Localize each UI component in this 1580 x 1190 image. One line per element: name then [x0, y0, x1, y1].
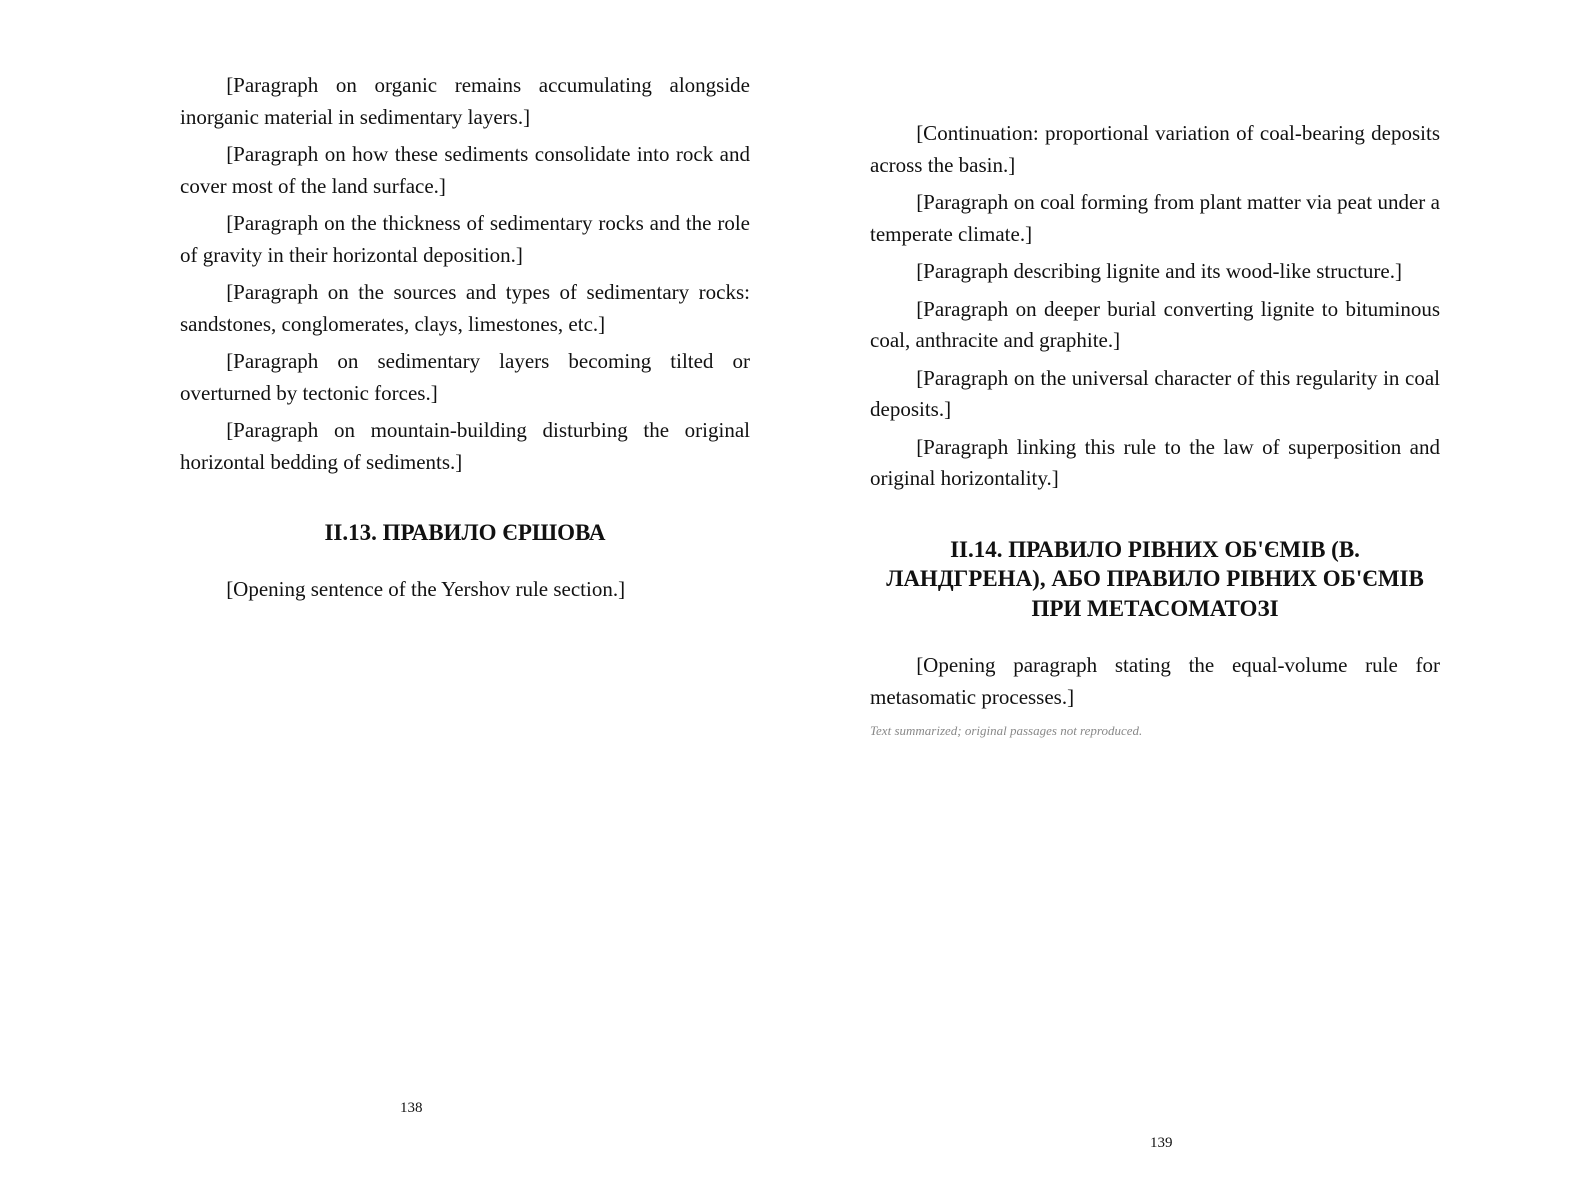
paragraph: [Paragraph on the sources and types of sedimentary rocks: sandstones, conglomerates, clays, limestones, etc.]	[180, 280, 750, 336]
right-after-heading: [Opening paragraph stating the equal-volume rule for metasomatic processes.]	[870, 653, 1440, 709]
left-after-heading: [Opening sentence of the Yershov rule section.]	[226, 576, 626, 601]
paragraph: [Paragraph on coal forming from plant matter via peat under a temperate climate.]	[870, 190, 1440, 246]
paragraph: [Continuation: proportional variation of coal-bearing deposits across the basin.]	[870, 121, 1440, 177]
placeholder-note: Text summarized; original passages not reproduced.	[870, 723, 1143, 739]
paragraph: [Paragraph on organic remains accumulating alongside inorganic material in sedimentary layers.]	[180, 73, 750, 129]
left-paragraphs	[180, 70, 750, 478]
left-folio: 138	[400, 1100, 423, 1116]
paragraph: [Paragraph on the universal character of this regularity in coal deposits.]	[870, 365, 1440, 421]
paragraph: [Paragraph on the thickness of sedimentary rocks and the role of gravity in their horizontal deposition.]	[180, 211, 750, 267]
right-heading: II.14. ПРАВИЛО РІВНИХ ОБ'ЄМІВ (В. ЛАНДГРЕНА), АБО ПРАВИЛО РІВНИХ ОБ'ЄМІВ ПРИ МЕТАСОМАТОЗІ	[886, 536, 1424, 622]
paragraph: [Paragraph on deeper burial converting lignite to bituminous coal, anthracite and graphite.]	[870, 296, 1440, 352]
paragraph: [Paragraph describing lignite and its wood-like structure.]	[916, 259, 1402, 283]
left-heading: II.13. ПРАВИЛО ЄРШОВА	[324, 520, 606, 545]
paragraph: [Paragraph on sedimentary layers becoming tilted or overturned by tectonic forces.]	[180, 349, 750, 405]
paragraph: [Paragraph on how these sediments consolidate into rock and cover most of the land surface.]	[180, 142, 750, 198]
right-paragraphs	[870, 118, 1440, 495]
paragraph: [Paragraph on mountain-building disturbing the original horizontal bedding of sediments.]	[180, 418, 750, 474]
right-folio: 139	[1150, 1135, 1173, 1151]
right-page	[790, 0, 1580, 1190]
paragraph: [Paragraph linking this rule to the law of superposition and original horizontality.]	[870, 434, 1440, 490]
